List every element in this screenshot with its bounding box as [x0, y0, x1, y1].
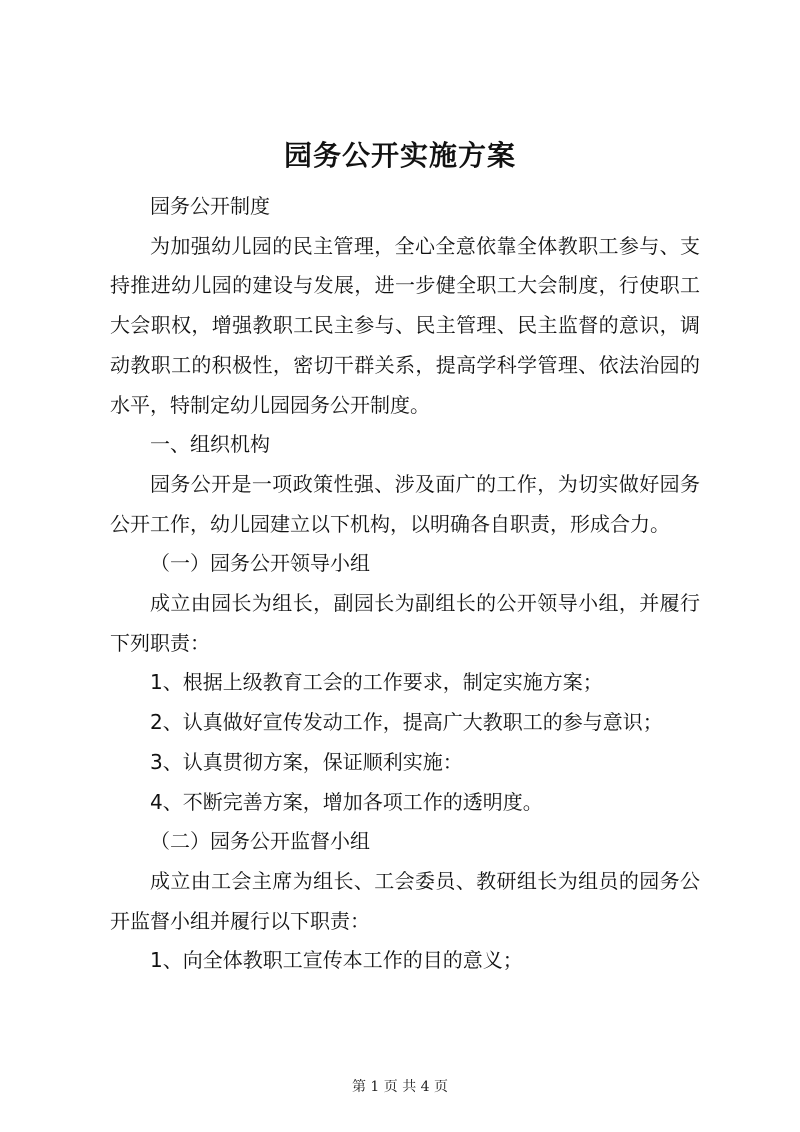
list-item: 4、不断完善方案，增加各项工作的透明度。 — [150, 789, 543, 814]
paragraph: 为加强幼儿园的民主管理，全心全意依靠全体教职工参与、支持推进幼儿园的建设与发展，进一步健全职工大会制度，行使职工大会职权，增强教职工民主参与、民主管理、民主监督的意识，调动教职工的积极性，密切干群关系，提高学科学管理、依法治园的水平，特制定幼儿园园务公开制度。 — [110, 233, 700, 417]
paragraph: 成立由园长为组长，副园长为副组长的公开领导小组，并履行下列职责： — [110, 591, 700, 655]
paragraph: 园务公开是一项政策性强、涉及面广的工作，为切实做好园务公开工作，幼儿园建立以下机构，以明确各自职责，形成合力。 — [110, 471, 700, 536]
document-title: 园务公开实施方案 — [283, 139, 516, 172]
section-heading: 一、组织机构 — [150, 432, 270, 457]
list-item: 1、向全体教职工宣传本工作的目的意义； — [150, 948, 523, 973]
subsection-heading: （二）园务公开监督小组 — [150, 829, 370, 854]
document-body — [110, 187, 700, 981]
list-item: 2、认真做好宣传发动工作，提高广大教职工的参与意识； — [150, 710, 663, 735]
list-item: 3、认真贯彻方案，保证顺利实施： — [150, 749, 463, 774]
paragraph: 成立由工会主席为组长、工会委员、教研组长为组员的园务公开监督小组并履行以下职责： — [110, 868, 700, 933]
list-item: 1、根据上级教育工会的工作要求，制定实施方案； — [150, 670, 603, 695]
subsection-heading: （一）园务公开领导小组 — [150, 551, 370, 576]
paragraph-heading: 园务公开制度 — [150, 194, 270, 218]
page-footer: 第 1 页 共 4 页 — [351, 1079, 449, 1095]
